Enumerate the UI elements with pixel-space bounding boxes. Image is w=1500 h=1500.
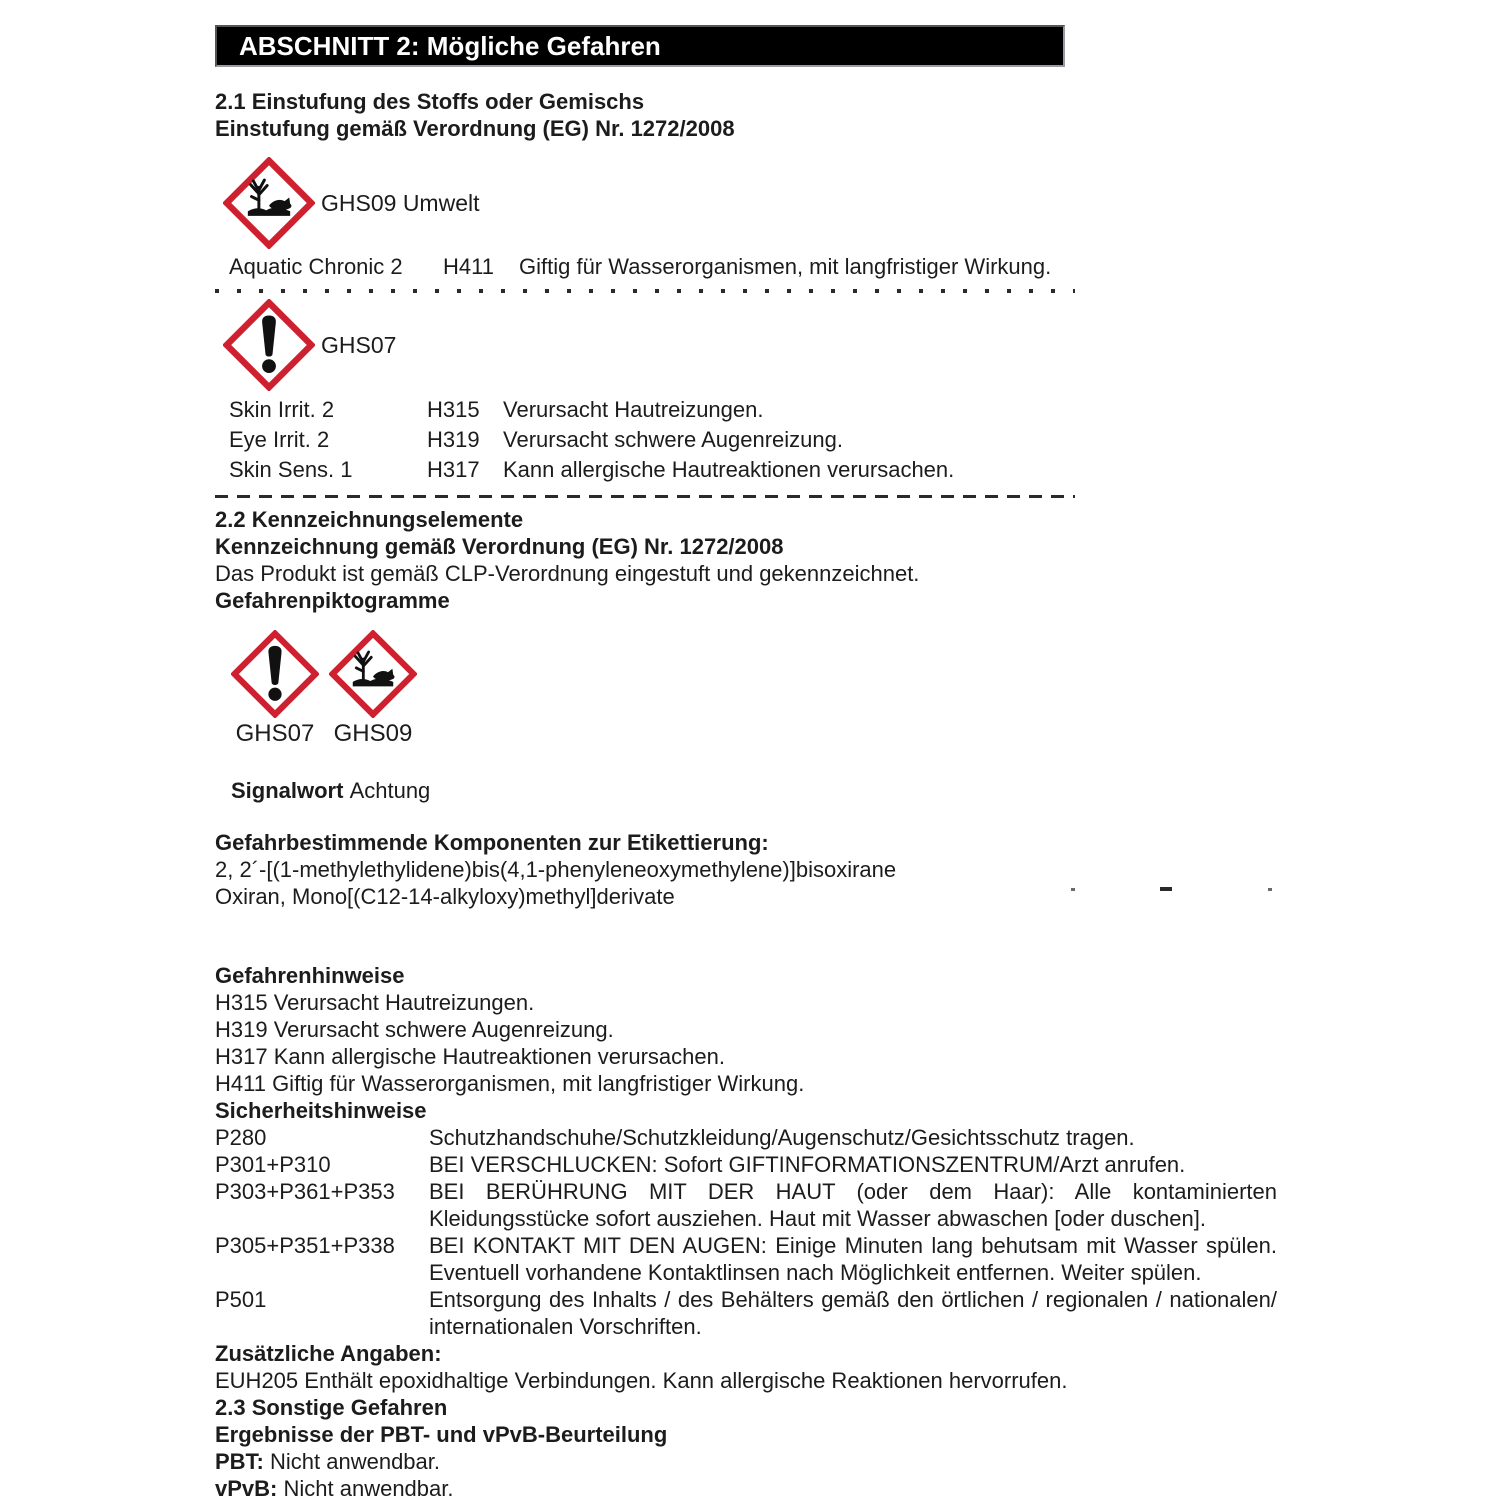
pbt-line xyxy=(215,1448,1277,1475)
ghs09-environment-icon xyxy=(223,157,315,249)
hazard-statement: H315 Verursacht Hautreizungen. xyxy=(215,990,535,1015)
ghs09-caption: GHS09 xyxy=(333,720,413,747)
hazard-statement: H317 Kann allergische Hautreaktionen verursachen. xyxy=(215,1044,725,1069)
hazard-code: H319 xyxy=(427,427,480,452)
pbt-heading: Ergebnisse der PBT- und vPvB-Beurteilung xyxy=(215,1422,668,1447)
labelling-components-heading: Gefahrbestimmende Komponenten zur Etikettierung: xyxy=(215,830,769,855)
p-text: BEI KONTAKT MIT DEN AUGEN: Einige Minuten lang behutsam mit Wasser spülen. Eventuell vorhandene Kontaktlinsen nach Möglichkeit entfernen. Weiter spülen. xyxy=(429,1233,1277,1285)
pictograms-heading: Gefahrenpiktogramme xyxy=(215,588,450,613)
ghs09-label: GHS09 Umwelt xyxy=(321,189,480,216)
hazard-code: H411 xyxy=(443,254,494,279)
precautionary-row xyxy=(215,1286,1277,1340)
ghs07-exclamation-icon xyxy=(223,299,315,391)
vpvb-label: vPvB: xyxy=(215,1476,284,1500)
classification-row xyxy=(229,395,1277,425)
heading-2-1: 2.1 Einstufung des Stoffs oder Gemischs xyxy=(215,89,645,114)
scan-artifact xyxy=(1160,887,1172,891)
signal-word-label: Signalwort xyxy=(231,778,350,803)
heading-2-2-sub: Kennzeichnung gemäß Verordnung (EG) Nr. 1272/2008 xyxy=(215,534,784,559)
heading-2-1-sub: Einstufung gemäß Verordnung (EG) Nr. 1272/2008 xyxy=(215,116,735,141)
p-code: P303+P361+P353 xyxy=(215,1179,395,1204)
hazard-statement: H319 Verursacht schwere Augenreizung. xyxy=(215,1017,614,1042)
labelling-component: Oxiran, Mono[(C12-14-alkyloxy)methyl]derivate xyxy=(215,884,675,909)
heading-2-2: 2.2 Kennzeichnungselemente xyxy=(215,507,524,532)
ghs07-caption: GHS07 xyxy=(235,720,315,747)
section-header-bar xyxy=(215,25,1065,67)
p-code: P280 xyxy=(215,1125,267,1150)
additional-heading: Zusätzliche Angaben: xyxy=(215,1341,442,1366)
hazard-text: Verursacht schwere Augenreizung. xyxy=(503,427,843,452)
precautionary-row xyxy=(215,1232,1277,1286)
vpvb-value: Nicht anwendbar. xyxy=(283,1476,454,1500)
ghs09-environment-icon xyxy=(329,630,417,718)
pbt-value: Nicht anwendbar. xyxy=(270,1449,440,1474)
ghs09-pictogram xyxy=(329,630,417,747)
ghs07-exclamation-icon xyxy=(231,630,319,718)
p-text: Entsorgung des Inhalts / des Behälters gemäß den örtlichen / regionalen / nationalen/ internationalen Vorschriften. xyxy=(429,1287,1277,1339)
classification-row xyxy=(229,425,1277,455)
label-pictograms xyxy=(231,630,1277,747)
precautionary-row xyxy=(215,1178,1277,1232)
precautionary-row xyxy=(215,1151,1277,1178)
p-text: BEI VERSCHLUCKEN: Sofort GIFTINFORMATIONSZENTRUM/Arzt anrufen. xyxy=(429,1152,1186,1177)
signal-word-line xyxy=(231,777,1277,804)
precautionary-heading: Sicherheitshinweise xyxy=(215,1098,427,1123)
classification-row xyxy=(229,455,1277,485)
scan-artifact xyxy=(1268,888,1272,891)
pbt-label: PBT: xyxy=(215,1449,270,1474)
hazard-code: H315 xyxy=(427,397,480,422)
precautionary-row xyxy=(215,1124,1277,1151)
section-title: ABSCHNITT 2: Mögliche Gefahren xyxy=(239,31,661,61)
hazard-statement: H411 Giftig für Wasserorganismen, mit langfristiger Wirkung. xyxy=(215,1071,805,1096)
p-text: BEI BERÜHRUNG MIT DER HAUT (oder dem Haar): Alle kontaminierten Kleidungsstücke sofort ausziehen. Haut mit Wasser abwaschen [oder duschen]. xyxy=(429,1179,1277,1231)
p-code: P501 xyxy=(215,1287,267,1312)
hazard-text: Kann allergische Hautreaktionen verursachen. xyxy=(503,457,955,482)
heading-2-3: 2.3 Sonstige Gefahren xyxy=(215,1395,448,1420)
hazard-class: Skin Irrit. 2 xyxy=(229,397,335,422)
p-code: P305+P351+P338 xyxy=(215,1233,395,1258)
labelling-component: 2, 2´-[(1-methylethylidene)bis(4,1-phenyleneoxymethylene)]bisoxirane xyxy=(215,857,897,882)
signal-word-value: Achtung xyxy=(349,778,431,803)
dashed-divider xyxy=(215,495,1075,498)
ghs07-pictogram xyxy=(231,630,319,747)
classification-row xyxy=(229,253,1277,281)
hazard-text: Giftig für Wasserorganismen, mit langfristiger Wirkung. xyxy=(519,254,1052,279)
hazard-class: Skin Sens. 1 xyxy=(229,457,353,482)
additional-text: EUH205 Enthält epoxidhaltige Verbindungen. Kann allergische Reaktionen hervorrufen. xyxy=(215,1368,1068,1393)
ghs07-label: GHS07 xyxy=(321,331,397,358)
ghs07-pictogram-block xyxy=(223,299,1277,391)
ghs09-pictogram-block xyxy=(223,157,1277,249)
clp-note: Das Produkt ist gemäß CLP-Verordnung eingestuft und gekennzeichnet. xyxy=(215,561,920,586)
p-code: P301+P310 xyxy=(215,1152,331,1177)
dotted-divider xyxy=(215,289,1075,293)
hazard-code: H317 xyxy=(427,457,480,482)
p-text: Schutzhandschuhe/Schutzkleidung/Augenschutz/Gesichtsschutz tragen. xyxy=(429,1125,1135,1150)
scan-artifact xyxy=(1071,888,1075,891)
vpvb-line xyxy=(215,1475,1277,1500)
hazard-text: Verursacht Hautreizungen. xyxy=(503,397,764,422)
hazard-class: Eye Irrit. 2 xyxy=(229,427,330,452)
hazard-class: Aquatic Chronic 2 xyxy=(229,254,403,279)
hazard-statements-heading: Gefahrenhinweise xyxy=(215,963,405,988)
